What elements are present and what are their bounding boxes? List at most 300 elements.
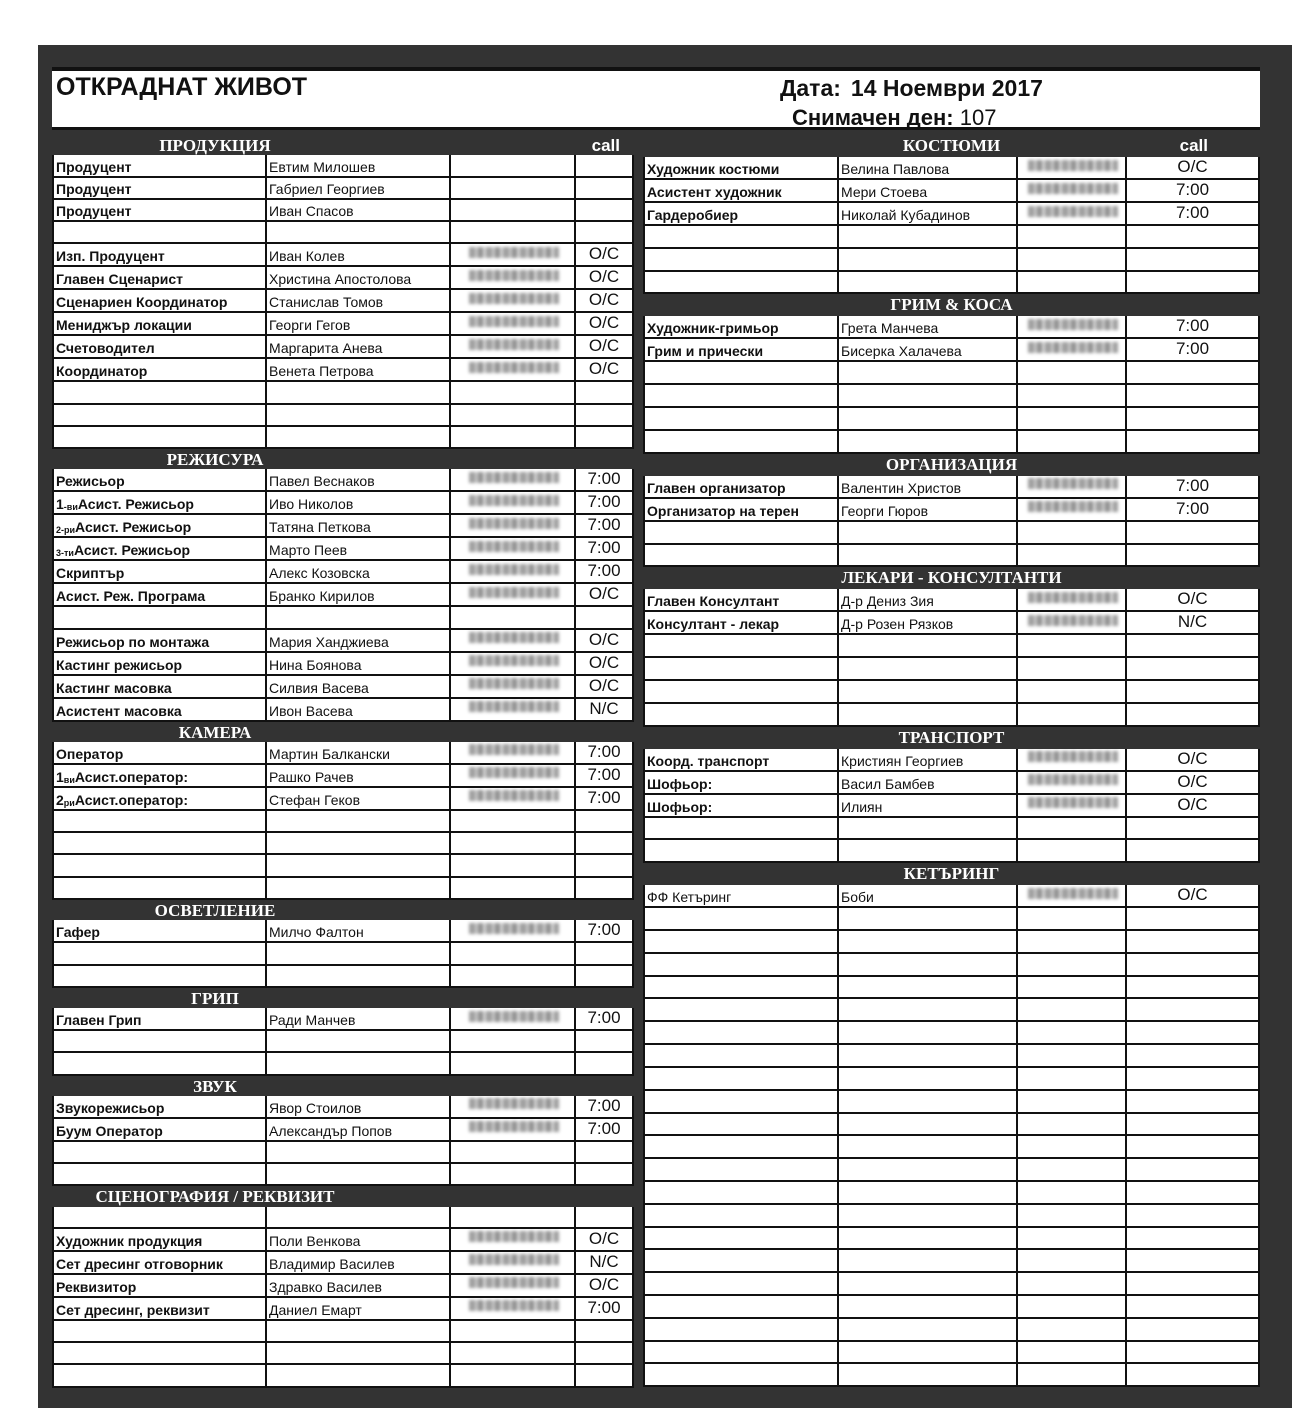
phone-cell [1018, 1045, 1127, 1066]
name-cell [839, 249, 1018, 270]
role-cell: Художник продукция [54, 1229, 267, 1250]
phone-cell [1018, 749, 1127, 770]
call-time-cell: O/C [588, 359, 620, 379]
role-cell [645, 522, 839, 543]
call-time-cell: O/C [588, 336, 620, 356]
table-row [52, 359, 634, 382]
call-time-cell: 7:00 [587, 1118, 621, 1138]
redacted-phone [469, 495, 559, 506]
name-cell [839, 818, 1018, 839]
role-cell [645, 431, 839, 452]
phone-cell [451, 1031, 576, 1051]
phone-cell [1018, 635, 1127, 656]
name-cell [839, 635, 1018, 656]
name-cell [839, 408, 1018, 429]
table-row [643, 431, 1260, 454]
role-cell [645, 681, 839, 702]
table-row [52, 833, 634, 855]
name-cell: Марто Пеев [267, 538, 451, 559]
call-time-cell: 7:00 [1175, 316, 1210, 336]
table-row [52, 1142, 634, 1164]
name-cell: Даниел Емарт [267, 1298, 451, 1319]
redacted-phone [469, 472, 559, 483]
name-cell: Иво Николов [267, 492, 451, 513]
role-cell [54, 222, 267, 242]
phone-cell [451, 1321, 576, 1341]
table-row [643, 522, 1260, 545]
call-time-cell [576, 222, 632, 242]
redacted-phone [469, 1254, 559, 1265]
call-time-cell: 7:00 [587, 1095, 621, 1115]
section-title: ГРИП [191, 988, 239, 1008]
table-row [52, 878, 634, 900]
phone-cell [1018, 226, 1127, 247]
phone-cell [451, 855, 576, 875]
redacted-phone [469, 293, 559, 304]
role-cell: Кастинг масовка [54, 676, 267, 697]
call-time-cell [576, 382, 632, 402]
role-cell [54, 811, 267, 831]
phone-cell [451, 313, 576, 334]
call-time-cell [576, 155, 632, 175]
name-cell [839, 1022, 1018, 1043]
role-cell [645, 954, 839, 975]
phone-cell [1018, 499, 1127, 520]
table-row [643, 1136, 1260, 1159]
call-time-cell [1127, 1136, 1258, 1157]
phone-cell [1018, 316, 1127, 337]
name-cell: Нина Боянова [267, 653, 451, 674]
role-cell [645, 545, 839, 566]
phone-cell [451, 1142, 576, 1162]
section-header [52, 1186, 634, 1206]
role-prefix: 1 [56, 496, 64, 513]
phone-cell [451, 966, 576, 986]
footer-band [643, 1387, 1260, 1408]
name-cell [839, 1319, 1018, 1340]
name-cell: Маргарита Анева [267, 336, 451, 357]
name-cell: Д-р Дениз Зия [839, 589, 1018, 610]
call-time-cell: 7:00 [587, 764, 621, 784]
role-cell [645, 1136, 839, 1157]
role-cell [54, 966, 267, 986]
call-time-cell [1127, 545, 1258, 566]
name-cell: Татяна Петкова [267, 515, 451, 536]
call-time-cell [1127, 931, 1258, 952]
left-column [52, 135, 634, 1408]
show-title: ОТКРАДНАТ ЖИВОТ [56, 73, 308, 101]
role-cell [645, 1022, 839, 1043]
name-cell [839, 545, 1018, 566]
role-cell: Гардеробиер [645, 203, 839, 224]
redacted-phone [469, 1121, 559, 1132]
table-row [52, 765, 634, 788]
table-row [52, 699, 634, 722]
role-cell [54, 943, 267, 963]
table-row [643, 1022, 1260, 1045]
table-row [52, 1321, 634, 1343]
shooting-day-label: Снимачен ден: [792, 105, 954, 130]
phone-cell [1018, 954, 1127, 975]
phone-cell [451, 765, 576, 786]
table-row [52, 1207, 634, 1229]
phone-cell [1018, 681, 1127, 702]
table-row [643, 977, 1260, 1000]
call-time-cell [576, 811, 632, 831]
call-time-cell: 7:00 [587, 561, 621, 581]
role-cell [54, 427, 267, 447]
table-row [643, 704, 1260, 727]
role-cell [645, 226, 839, 247]
table-row [52, 811, 634, 833]
name-cell [839, 1364, 1018, 1385]
table-row [643, 180, 1260, 203]
name-cell: Иван Спасов [267, 200, 451, 220]
call-column-label: call [1179, 136, 1208, 155]
name-cell: Мери Стоева [839, 180, 1018, 201]
phone-cell [451, 267, 576, 288]
role-cell [54, 607, 267, 627]
redacted-phone [469, 541, 559, 552]
call-time-cell: O/C [588, 629, 620, 649]
phone-cell [1018, 999, 1127, 1020]
name-cell: Александър Попов [267, 1119, 451, 1140]
name-cell [839, 954, 1018, 975]
name-cell [267, 943, 451, 963]
redacted-phone [469, 1098, 559, 1109]
role-cell [645, 408, 839, 429]
table-row [52, 653, 634, 676]
role-cell [645, 385, 839, 406]
redacted-phone [469, 655, 559, 666]
name-cell [839, 1159, 1018, 1180]
call-time-cell [576, 966, 632, 986]
table-row [643, 1068, 1260, 1091]
redacted-phone [469, 316, 559, 327]
name-cell [267, 1343, 451, 1363]
name-cell [839, 704, 1018, 725]
phone-cell [451, 653, 576, 674]
role-cell: Звукорежисьор [54, 1096, 267, 1117]
role-cell: Шофьор: [645, 795, 839, 816]
role-cell [54, 765, 267, 786]
call-time-cell [1127, 1228, 1258, 1249]
name-cell [839, 272, 1018, 293]
role-cell [54, 878, 267, 898]
shooting-day-line [792, 105, 996, 131]
phone-cell [1018, 1319, 1127, 1340]
call-time-cell: O/C [588, 652, 620, 672]
footer-band [52, 1388, 634, 1408]
role-cell: Координатор [54, 359, 267, 380]
section-header [643, 454, 1260, 476]
name-cell [839, 908, 1018, 929]
call-time-cell: N/C [1177, 612, 1208, 632]
role-cell: Буум Оператор [54, 1119, 267, 1140]
role-cell: Грим и прически [645, 339, 839, 360]
call-time-cell: O/C [1177, 885, 1208, 905]
role-cell: Консултант - лекар [645, 612, 839, 633]
table-row [52, 742, 634, 765]
table-row [52, 336, 634, 359]
name-cell: Стефан Геков [267, 788, 451, 809]
name-cell: Ради Манчев [267, 1008, 451, 1029]
phone-cell [1018, 272, 1127, 293]
role-cell: Счетоводител [54, 336, 267, 357]
table-row [52, 1008, 634, 1031]
redacted-phone [469, 767, 559, 778]
call-time-cell [576, 878, 632, 898]
table-row [52, 290, 634, 313]
role-cell [645, 818, 839, 839]
table-row [643, 681, 1260, 704]
role-cell: Продуцент [54, 178, 267, 198]
call-time-cell [1127, 1159, 1258, 1180]
phone-cell [1018, 818, 1127, 839]
table-row [52, 1164, 634, 1186]
phone-cell [451, 1229, 576, 1250]
role-cell [645, 931, 839, 952]
role-cell [54, 855, 267, 875]
name-cell: Габриел Георгиев [267, 178, 451, 198]
name-cell: Венета Петрова [267, 359, 451, 380]
table-row [643, 1250, 1260, 1273]
table-row [52, 515, 634, 538]
phone-cell [1018, 362, 1127, 383]
table-row [52, 1365, 634, 1387]
section-title: ОСВЕТЛЕНИЕ [154, 900, 276, 920]
phone-cell [451, 515, 576, 536]
redacted-phone [469, 790, 559, 801]
role-cell [54, 1031, 267, 1051]
table-row [643, 931, 1260, 954]
role-cell: Реквизитор [54, 1275, 267, 1296]
phone-cell [1018, 1250, 1127, 1271]
redacted-phone [469, 587, 559, 598]
table-row [52, 492, 634, 515]
section-title: ЛЕКАРИ - КОНСУЛТАНТИ [841, 568, 1062, 588]
role-cell: Режисьор по монтажа [54, 630, 267, 651]
call-time-cell [576, 178, 632, 198]
call-time-cell [1127, 658, 1258, 679]
redacted-phone [1028, 888, 1118, 899]
phone-cell [1018, 476, 1127, 497]
name-cell [839, 431, 1018, 452]
table-row [643, 795, 1260, 818]
role-cell [645, 249, 839, 270]
name-cell: Здравко Василев [267, 1275, 451, 1296]
phone-cell [1018, 931, 1127, 952]
table-row [643, 1228, 1260, 1251]
name-cell [267, 1207, 451, 1227]
role-cell [645, 1205, 839, 1226]
phone-cell [451, 676, 576, 697]
table-row [643, 840, 1260, 863]
call-time-cell [1127, 954, 1258, 975]
name-cell: Илиян [839, 795, 1018, 816]
role-cell [54, 833, 267, 853]
call-time-cell [576, 405, 632, 425]
name-cell [839, 931, 1018, 952]
role-cell [645, 1250, 839, 1271]
phone-cell [1018, 1022, 1127, 1043]
call-time-cell [1127, 385, 1258, 406]
role-cell: Сет дресинг отговорник [54, 1252, 267, 1273]
phone-cell [451, 178, 576, 198]
title-box [52, 67, 1260, 130]
phone-cell [451, 1365, 576, 1385]
name-cell [839, 362, 1018, 383]
role-cell [645, 1319, 839, 1340]
redacted-phone [1028, 342, 1118, 353]
call-time-cell: 7:00 [587, 538, 621, 558]
name-cell: Бисерка Халачева [839, 339, 1018, 360]
role-superscript: ви [63, 774, 75, 785]
table-row [52, 405, 634, 427]
role-text: Асист. Режисьор [77, 496, 194, 513]
name-cell: Христина Апостолова [267, 267, 451, 288]
table-row [52, 178, 634, 200]
phone-cell [451, 244, 576, 265]
name-cell [267, 427, 451, 447]
table-row [52, 1275, 634, 1298]
name-cell [839, 681, 1018, 702]
call-time-cell [1127, 249, 1258, 270]
name-cell: Явор Стоилов [267, 1096, 451, 1117]
name-cell: Васил Бамбев [839, 772, 1018, 793]
redacted-phone [469, 339, 559, 350]
call-time-cell [576, 855, 632, 875]
call-time-cell [1127, 681, 1258, 702]
role-cell: Гафер [54, 920, 267, 941]
table-row [643, 1319, 1260, 1342]
section-title: РЕЖИСУРА [166, 450, 264, 470]
role-cell: Асистент художник [645, 180, 839, 201]
call-time-cell: 7:00 [587, 469, 621, 489]
phone-cell [451, 584, 576, 605]
section-header [643, 727, 1260, 749]
table-row [52, 1119, 634, 1142]
call-time-cell: O/C [588, 1274, 620, 1294]
call-time-cell [576, 1164, 632, 1184]
table-row [52, 920, 634, 943]
table-row [643, 635, 1260, 658]
call-time-cell [576, 200, 632, 220]
table-row [643, 954, 1260, 977]
call-time-cell [1127, 1250, 1258, 1271]
call-time-cell [576, 833, 632, 853]
phone-cell [451, 1343, 576, 1363]
call-time-cell [576, 1207, 632, 1227]
role-cell: Асист. Реж. Програма [54, 584, 267, 605]
redacted-phone [469, 270, 559, 281]
phone-cell [1018, 658, 1127, 679]
redacted-phone [469, 1300, 559, 1311]
table-row [52, 630, 634, 653]
phone-cell [451, 561, 576, 582]
role-cell [54, 1343, 267, 1363]
role-cell: Режисьор [54, 469, 267, 490]
phone-cell [1018, 203, 1127, 224]
role-cell: Оператор [54, 742, 267, 763]
phone-cell [1018, 772, 1127, 793]
shooting-day-value: 107 [959, 105, 997, 130]
role-cell [645, 1068, 839, 1089]
phone-cell [1018, 408, 1127, 429]
role-cell: Шофьор: [645, 772, 839, 793]
table-row [643, 999, 1260, 1022]
table-row [52, 267, 634, 290]
name-cell [267, 1031, 451, 1051]
call-time-cell [1127, 431, 1258, 452]
phone-cell [1018, 1159, 1127, 1180]
role-cell: Художник костюми [645, 157, 839, 178]
phone-cell [451, 833, 576, 853]
name-cell [839, 522, 1018, 543]
call-time-cell: 7:00 [1175, 180, 1210, 199]
role-cell [645, 1045, 839, 1066]
redacted-phone [469, 518, 559, 529]
role-cell: Коорд. транспорт [645, 749, 839, 770]
table-row [52, 1229, 634, 1252]
table-row [643, 658, 1260, 681]
table-row [643, 408, 1260, 431]
phone-cell [451, 427, 576, 447]
redacted-phone [469, 1277, 559, 1288]
table-row [643, 545, 1260, 568]
role-cell [645, 1182, 839, 1203]
role-cell [645, 704, 839, 725]
phone-cell [451, 290, 576, 311]
phone-cell [1018, 1342, 1127, 1363]
name-cell [267, 382, 451, 402]
table-row [52, 1343, 634, 1365]
phone-cell [1018, 840, 1127, 861]
role-prefix: 1 [56, 768, 64, 785]
name-cell: Мария Ханджиева [267, 630, 451, 651]
redacted-phone [469, 744, 559, 755]
section-header [52, 988, 634, 1008]
name-cell [267, 966, 451, 986]
table-row [52, 382, 634, 404]
call-time-cell [576, 427, 632, 447]
phone-cell [1018, 1205, 1127, 1226]
role-cell: Сценариен Координатор [54, 290, 267, 311]
table-row [52, 788, 634, 811]
redacted-phone [1028, 160, 1118, 171]
section-header [52, 900, 634, 920]
name-cell [839, 1114, 1018, 1135]
phone-cell [451, 155, 576, 175]
phone-cell [1018, 157, 1127, 178]
redacted-phone [469, 678, 559, 689]
call-time-cell: O/C [1177, 771, 1208, 791]
phone-cell [451, 1207, 576, 1227]
call-time-cell [1127, 1045, 1258, 1066]
phone-cell [451, 878, 576, 898]
section-title: ОРГАНИЗАЦИЯ [885, 454, 1018, 474]
phone-cell [451, 359, 576, 380]
phone-cell [451, 1164, 576, 1184]
redacted-phone [1028, 183, 1118, 194]
phone-cell [1018, 1114, 1127, 1135]
phone-cell [1018, 1364, 1127, 1385]
section-header [643, 863, 1260, 885]
table-row [52, 1298, 634, 1321]
table-row [52, 855, 634, 877]
phone-cell [1018, 704, 1127, 725]
redacted-phone [469, 247, 559, 258]
